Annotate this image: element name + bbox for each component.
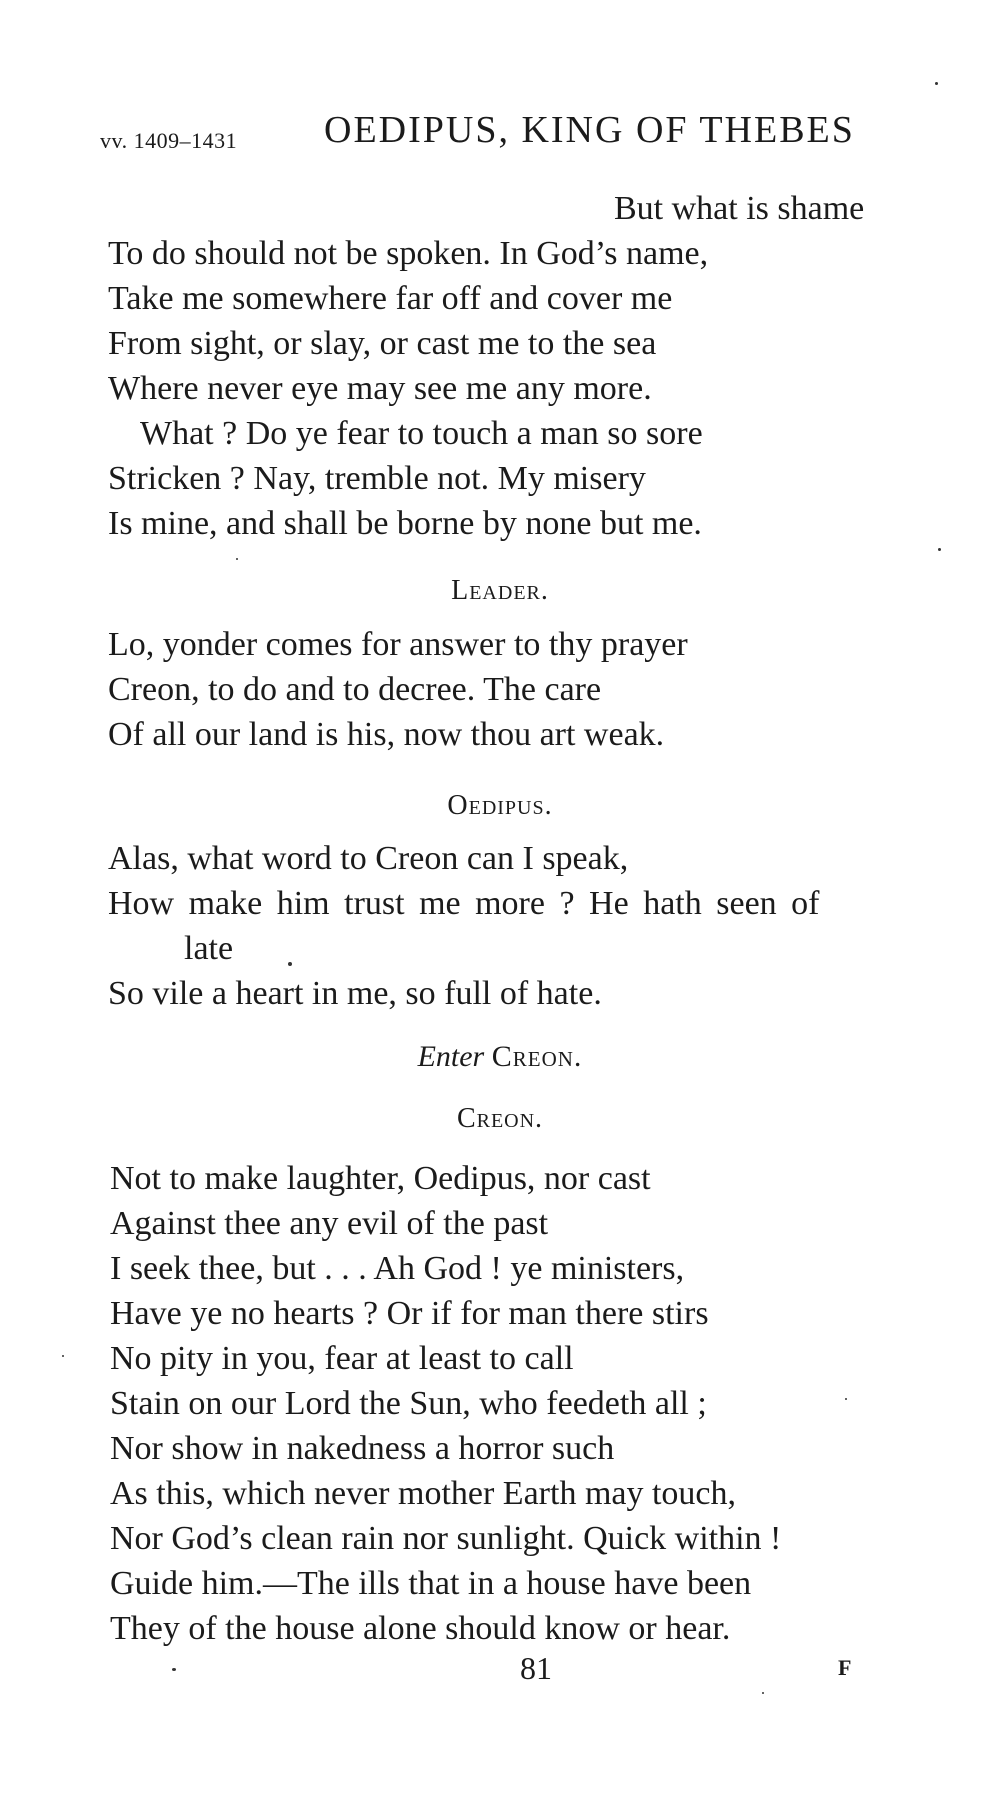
verse-line: Creon, to do and to decree. The care <box>108 671 602 708</box>
speaker-name: Leader. <box>451 575 549 606</box>
stage-name: Creon. <box>491 1040 583 1073</box>
running-header <box>100 108 960 158</box>
speaker-name: Oedipus. <box>447 790 553 821</box>
verse-line: Stain on our Lord the Sun, who feedeth all ; <box>110 1385 707 1422</box>
verse-block <box>108 836 819 1016</box>
verse-line: What ? Do ye fear to touch a man so sore <box>140 415 703 452</box>
print-speck <box>288 962 292 966</box>
page-number: 81 <box>520 1650 552 1686</box>
verse-line: I seek thee, but . . . Ah God ! ye ministers, <box>110 1250 685 1287</box>
verse-line: Guide him.—The ills that in a house have been <box>110 1565 752 1602</box>
verse-line: Lo, yonder comes for answer to thy prayer <box>108 626 688 663</box>
verse-line: Alas, what word to Creon can I speak, <box>108 840 629 877</box>
speaker-heading <box>0 790 1000 822</box>
verse-line: Is mine, and shall be borne by none but me. <box>108 505 702 542</box>
verse-line: No pity in you, fear at least to call <box>110 1340 574 1377</box>
stage-verb: Enter <box>417 1040 485 1073</box>
speaker-heading <box>0 1103 1000 1135</box>
verse-line: Against thee any evil of the past <box>110 1205 549 1242</box>
verse-line: Stricken ? Nay, tremble not. My misery <box>108 460 646 497</box>
signature-mark: F <box>838 1655 852 1680</box>
print-speck <box>938 548 941 551</box>
print-speck <box>172 1668 176 1671</box>
verse-block <box>108 186 864 546</box>
print-speck <box>935 82 938 85</box>
verse-line: From sight, or slay, or cast me to the sea <box>108 325 657 362</box>
verse-line: Nor show in nakedness a horror such <box>110 1430 615 1467</box>
verse-line: How make him trust me more ? He hath seen of <box>108 885 820 922</box>
verse-line: But what is shame <box>614 190 865 227</box>
stage-direction <box>0 1040 1000 1074</box>
print-speck <box>845 1398 847 1400</box>
verse-line: As this, which never mother Earth may touch, <box>110 1475 737 1512</box>
verse-line: Take me somewhere far off and cover me <box>108 280 673 317</box>
line-range: vv. 1409–1431 <box>100 128 238 153</box>
speaker-name: Creon. <box>456 1103 544 1134</box>
print-speck <box>762 1692 764 1694</box>
verse-line: To do should not be spoken. In God’s name, <box>108 235 709 272</box>
speaker-heading <box>0 575 1000 607</box>
verse-line: So vile a heart in me, so full of hate. <box>108 975 602 1012</box>
verse-line: Where never eye may see me any more. <box>108 370 652 407</box>
verse-line: Nor God’s clean rain nor sunlight. Quick within ! <box>110 1520 782 1557</box>
verse-block <box>108 622 688 757</box>
print-speck <box>62 1355 64 1357</box>
verse-line: Have ye no hearts ? Or if for man there stirs <box>110 1295 709 1332</box>
verse-line: late <box>184 930 234 967</box>
verse-line: They of the house alone should know or hear. <box>110 1610 731 1647</box>
print-speck <box>236 558 238 560</box>
verse-block <box>110 1156 781 1651</box>
verse-line: Not to make laughter, Oedipus, nor cast <box>110 1160 651 1197</box>
verse-line: Of all our land is his, now thou art weak. <box>108 716 665 753</box>
running-title: OEDIPUS, KING OF THEBES <box>324 109 855 151</box>
